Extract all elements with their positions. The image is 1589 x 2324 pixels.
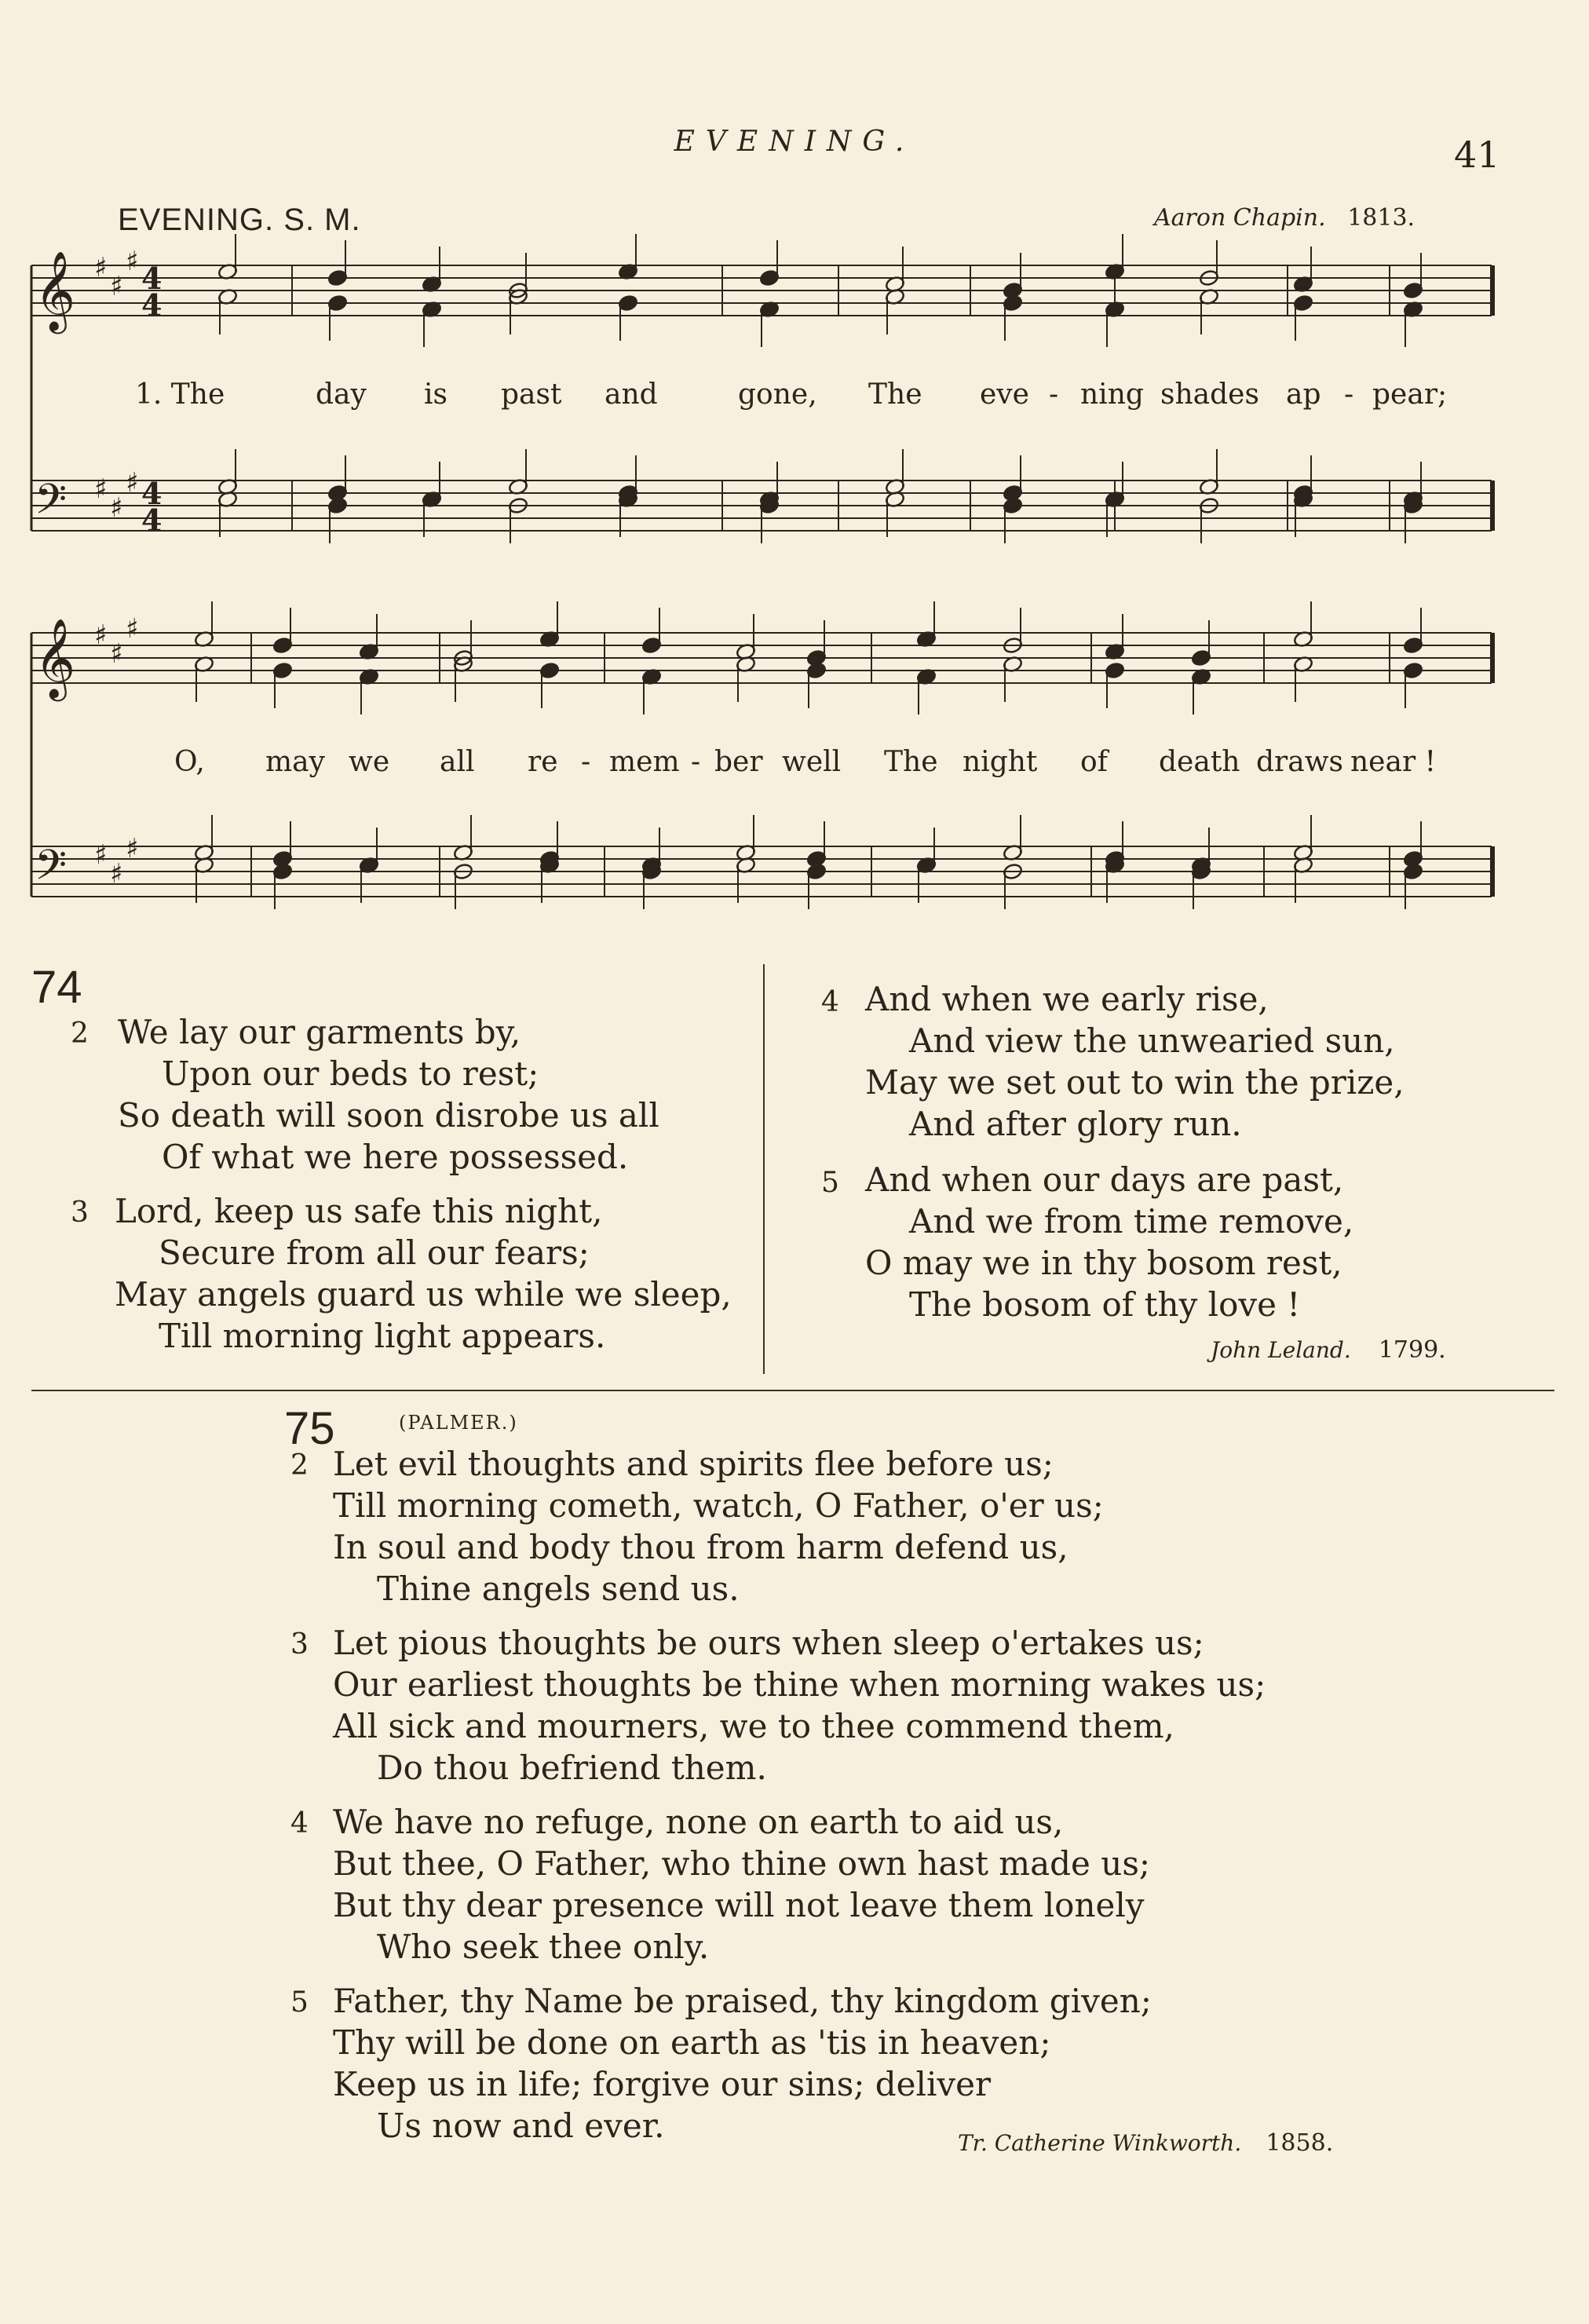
sharp-icon: ♯ bbox=[110, 858, 123, 890]
verse-line: Lord, keep us safe this night, bbox=[115, 1192, 603, 1230]
lyric-word: ning bbox=[1080, 378, 1144, 411]
verse-line: Till morning light appears. bbox=[159, 1317, 606, 1355]
verse-line: We have no refuge, none on earth to aid us, bbox=[333, 1803, 1064, 1841]
sharp-icon: ♯ bbox=[94, 619, 108, 651]
stanza-number: 4 bbox=[821, 986, 839, 1018]
final-barline bbox=[1490, 633, 1495, 683]
verse-line: Our earliest thoughts be thine when morning wakes us; bbox=[333, 1665, 1266, 1704]
sharp-icon: ♯ bbox=[110, 271, 123, 302]
lyric-word: The bbox=[884, 746, 938, 778]
sharp-icon: ♯ bbox=[94, 839, 108, 871]
treble-clef-icon: 𝄞 bbox=[35, 250, 76, 331]
hymn-74-stanza-4 bbox=[821, 978, 1405, 1145]
treble-clef-icon: 𝄞 bbox=[35, 617, 76, 698]
lyric-word: we bbox=[349, 746, 390, 778]
verse-line: And after glory run. bbox=[909, 1105, 1242, 1143]
music-lyric-line-2 bbox=[0, 746, 1589, 785]
hymn-75-stanza-3 bbox=[290, 1622, 1266, 1789]
verse-line: And we from time remove, bbox=[909, 1202, 1354, 1241]
hymn-75-credit bbox=[958, 2129, 1333, 2157]
lyric-word: - bbox=[691, 746, 701, 778]
lyric-word: re bbox=[528, 746, 558, 778]
stanza-number: 3 bbox=[71, 1197, 89, 1229]
verse-line: Keep us in life; forgive our sins; deliver bbox=[333, 2065, 992, 2103]
verse-line: So death will soon disrobe us all bbox=[118, 1096, 659, 1135]
sharp-icon: ♯ bbox=[126, 246, 139, 277]
lyric-word: - bbox=[1049, 378, 1059, 411]
verse-line: Thy will be done on earth as 'tis in heaven; bbox=[333, 2023, 1051, 2062]
lyric-word: near ! bbox=[1350, 746, 1437, 778]
lyric-word: pear; bbox=[1372, 378, 1448, 411]
lyric-word: of bbox=[1080, 746, 1108, 778]
stanza-number: 2 bbox=[71, 1018, 89, 1050]
stanza-number: 4 bbox=[290, 1807, 309, 1840]
verse-line: Let pious thoughts be ours when sleep o'ertakes us; bbox=[333, 1624, 1204, 1662]
verse-line: Us now and ever. bbox=[377, 2107, 665, 2145]
hymn-74-credit bbox=[1211, 1336, 1446, 1364]
hymn-75-number: 75 bbox=[284, 1403, 335, 1454]
verse-line: Do thou befriend them. bbox=[377, 1748, 767, 1787]
sharp-icon: ♯ bbox=[126, 467, 139, 499]
sharp-icon: ♯ bbox=[110, 492, 123, 524]
verse-line: The bosom of thy love ! bbox=[909, 1285, 1301, 1324]
sharp-icon: ♯ bbox=[110, 638, 123, 670]
composer-name: Aaron Chapin. bbox=[1154, 204, 1326, 232]
section-divider bbox=[31, 1390, 1554, 1391]
verse-line: Who seek thee only. bbox=[377, 1928, 710, 1966]
lyric-word: all bbox=[440, 746, 475, 778]
stanza-number: 5 bbox=[821, 1167, 839, 1199]
verse-line: Upon our beds to rest; bbox=[162, 1054, 539, 1093]
verse-line: But thee, O Father, who thine own hast made us; bbox=[333, 1844, 1151, 1883]
lyric-word: mem bbox=[609, 746, 680, 778]
sharp-icon: ♯ bbox=[126, 833, 139, 864]
lyric-word: shades bbox=[1160, 378, 1259, 411]
verse-line: O may we in thy bosom rest, bbox=[865, 1244, 1342, 1282]
hymn-75-stanza-5 bbox=[290, 1980, 1152, 2147]
stanza-number: 5 bbox=[290, 1986, 309, 2019]
sharp-icon: ♯ bbox=[94, 473, 108, 505]
verse-line: And view the unwearied sun, bbox=[909, 1021, 1395, 1060]
verse-line: But thy dear presence will not leave them lonely bbox=[333, 1886, 1145, 1924]
hymn-74-number: 74 bbox=[31, 962, 82, 1013]
music-lyric-line-1 bbox=[0, 378, 1589, 418]
hymn-75-stanza-2 bbox=[290, 1443, 1104, 1610]
composer-year: 1813. bbox=[1347, 204, 1415, 232]
tune-name: EVENING. S. M. bbox=[118, 203, 361, 237]
lyric-word: O, bbox=[174, 746, 205, 778]
verse-line: All sick and mourners, we to thee commend them, bbox=[333, 1707, 1174, 1745]
lyric-word: is bbox=[424, 378, 447, 411]
verse-line: And when our days are past, bbox=[865, 1160, 1344, 1199]
verse-line: Of what we here possessed. bbox=[162, 1138, 629, 1176]
final-barline bbox=[1490, 846, 1495, 897]
time-signature: 4 bbox=[141, 287, 163, 323]
final-barline bbox=[1490, 265, 1495, 316]
lyric-word: past bbox=[501, 378, 562, 411]
lyric-word: ber bbox=[714, 746, 763, 778]
bass-clef-icon: 𝄢 bbox=[35, 842, 68, 900]
hymn-75-author: Tr. Catherine Winkworth. bbox=[958, 2130, 1242, 2156]
verse-line: In soul and body thou from harm defend us, bbox=[333, 1528, 1068, 1566]
column-divider bbox=[763, 964, 765, 1374]
stanza-number: 3 bbox=[290, 1628, 309, 1661]
verse-line: Secure from all our fears; bbox=[159, 1233, 590, 1272]
verse-line: We lay our garments by, bbox=[118, 1013, 521, 1051]
bass-clef-icon: 𝄢 bbox=[35, 476, 68, 534]
verse-line: Father, thy Name be praised, thy kingdom given; bbox=[333, 1982, 1152, 2020]
time-signature: 4 bbox=[141, 261, 163, 296]
lyric-word: night bbox=[963, 746, 1038, 778]
lyric-word: death bbox=[1159, 746, 1240, 778]
final-barline bbox=[1490, 481, 1495, 531]
verse-line: May angels guard us while we sleep, bbox=[115, 1275, 732, 1314]
music-score bbox=[0, 0, 1589, 974]
lyric-word: 1. The bbox=[135, 378, 225, 411]
verse-line: Till morning cometh, watch, O Father, o'er us; bbox=[333, 1486, 1104, 1525]
time-signature: 4 bbox=[141, 476, 163, 511]
sharp-icon: ♯ bbox=[126, 613, 139, 645]
hymn-74-stanza-5 bbox=[821, 1159, 1353, 1325]
lyric-word: - bbox=[581, 746, 591, 778]
stanza-number: 2 bbox=[290, 1449, 309, 1482]
lyric-word: draws bbox=[1256, 746, 1344, 778]
lyric-word: well bbox=[782, 746, 842, 778]
hymn-74-year: 1799. bbox=[1378, 1336, 1446, 1364]
hymn-75-year: 1858. bbox=[1266, 2129, 1334, 2157]
lyric-word: may bbox=[265, 746, 325, 778]
hymn-74-stanza-3 bbox=[71, 1190, 732, 1357]
hymn-75-stanza-4 bbox=[290, 1801, 1150, 1968]
lyric-word: eve bbox=[980, 378, 1029, 411]
time-signature: 4 bbox=[141, 502, 163, 538]
lyric-word: day bbox=[316, 378, 367, 411]
lyric-word: The bbox=[868, 378, 922, 411]
lyric-word: - bbox=[1344, 378, 1354, 411]
verse-line: And when we early rise, bbox=[865, 980, 1269, 1018]
verse-line: May we set out to win the prize, bbox=[865, 1063, 1405, 1102]
hymn-74-author: John Leland. bbox=[1211, 1337, 1351, 1363]
verse-line: Thine angels send us. bbox=[377, 1569, 740, 1608]
lyric-word: ap bbox=[1286, 378, 1321, 411]
lyric-word: gone, bbox=[738, 378, 817, 411]
verse-line: Let evil thoughts and spirits flee before us; bbox=[333, 1445, 1054, 1483]
hymn-75-tune-tag: (PALMER.) bbox=[399, 1412, 518, 1434]
hymn-74-stanza-2 bbox=[71, 1011, 659, 1178]
running-title: EVENING. bbox=[674, 126, 915, 158]
page-number: 41 bbox=[1454, 133, 1500, 176]
sharp-icon: ♯ bbox=[94, 252, 108, 283]
lyric-word: and bbox=[605, 378, 658, 411]
